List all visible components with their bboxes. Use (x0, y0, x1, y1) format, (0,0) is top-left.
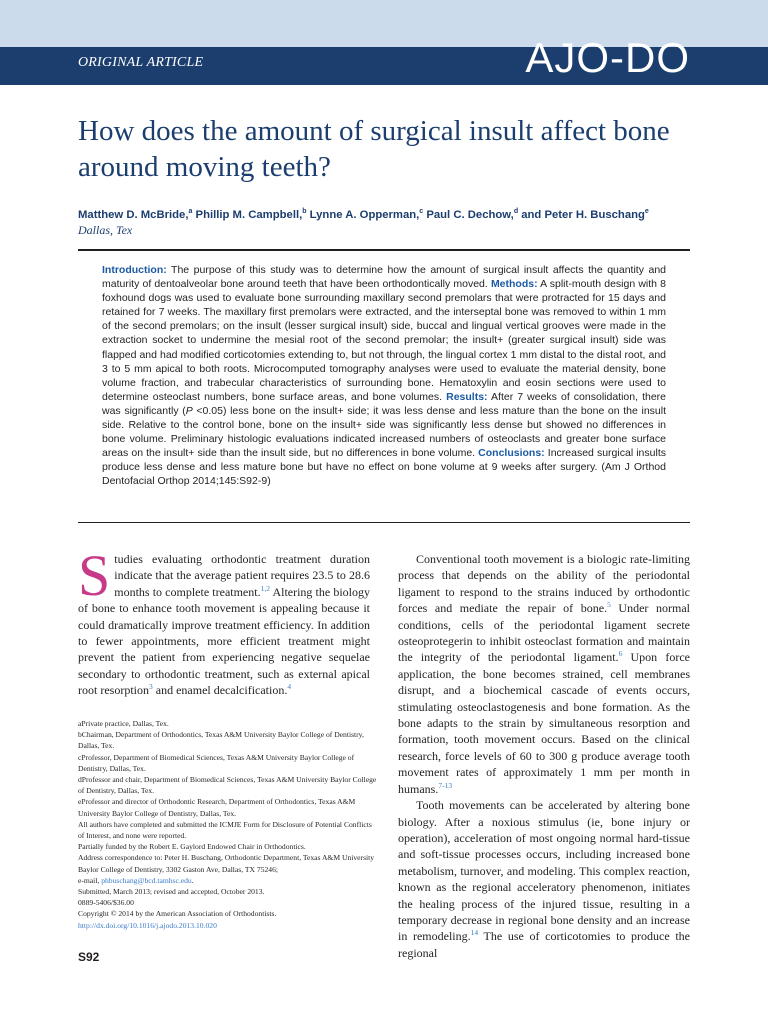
author-name: Paul C. Dechow, (423, 208, 514, 221)
citation-link[interactable]: 7-13 (438, 780, 453, 790)
paragraph-text: Conventional tooth movement is a biologic rate-limiting process that depends on the ability of the periodontal ligament to respond to the strains induced by orthodontic forces and mediate the repair of bone. (398, 552, 690, 616)
footnote: aPrivate practice, Dallas, Tex. (78, 719, 169, 728)
email-end: . (191, 875, 194, 885)
footnote: cProfessor, Department of Biomedical Sciences, Texas A&M University Baylor College of Dentistry, Dallas, Tex. (78, 752, 355, 773)
citation-link[interactable]: 4 (287, 682, 292, 692)
abstract-intro-label: Introduction: (102, 264, 167, 276)
citation-link[interactable]: 14 (470, 928, 479, 938)
email-link[interactable]: phbuschang@bcd.tamhsc.edu (101, 875, 192, 885)
citation-link[interactable]: 1,2 (260, 583, 270, 593)
drop-cap: S (78, 543, 111, 608)
body-column-right (398, 551, 690, 961)
abstract-results-label: Results: (446, 390, 488, 403)
paragraph-text: tudies evaluating orthodontic treatment duration indicate that the average patient requires 23.5 to 28.6 months to complete treatment. (114, 552, 370, 599)
footnote: Copyright © 2014 by the American Association of Orthodontists. (78, 909, 277, 919)
footnote: 0889-5406/$36.00 (78, 898, 134, 908)
abstract (102, 263, 666, 489)
paragraph-text: Altering the biology of bone to enhance tooth movement is appealing because it could dramatically improve treatment efficiency. In addition to fewer appointments, more efficient treatment might prevent the patient from experiencing negative sequelae secondary to orthodontic treatment, such as external apical root resorption (78, 584, 371, 698)
author-affiliation-mark: c (419, 208, 424, 215)
abstract-bottom-rule (78, 522, 690, 523)
paragraph (398, 797, 690, 961)
doi-link[interactable]: http://dx.doi.org/10.1016/j.ajodo.2013.10.020 (78, 920, 217, 930)
footnote: Submitted, March 2013; revised and accepted, October 2013. (78, 887, 265, 897)
abstract-intro-text: The purpose of this study was to determine how the amount of surgical insult affects the quantity and maturity of dentoalveolar bone around teeth that have been orthodontically moved. (102, 264, 666, 291)
footnote: Address correspondence to: Peter H. Buschang, Orthodontic Department, Texas A&M University Baylor College of Dentistry, 3302 Gaston Ave, Dallas, TX 75246; (78, 853, 375, 874)
abstract-results-text: <0.05) less bone on the insult+ side; it was less dense and less mature than the bone on the insult side. Relative to the control bone, bone on the insult+ side was significantly less dense but showed no differences in bone volume. Preliminary histologic evaluations indicated increased numbers of osteoclasts and greater bone surface areas on the insult+ side than the insult side, but no differences in bone volume. (102, 404, 667, 460)
paragraph-text: Upon force application, the bone becomes strained, cell membranes disrupt, and a biochemical cascade of events occurs, stimulating osteoclastogenesis and bone formation. As the bone adapts to the strain by simultaneous resorption and formation, tooth movement occurs. Based on the clinical research, force levels of 60 to 300 g produce average tooth movement rates of approximately 1 mm per month in humans. (398, 650, 690, 796)
abstract-results-text: After 7 weeks of consolidation, there was significantly ( (102, 390, 666, 417)
footnote: dProfessor and chair, Department of Biomedical Sciences, Texas A&M University Baylor College of Dentistry, Dallas, Tex. (78, 775, 377, 796)
citation-link[interactable]: 6 (618, 649, 623, 659)
author-list (78, 208, 698, 221)
author-affiliation-mark: e (644, 208, 649, 215)
abstract-conclusions-label: Conclusions: (478, 447, 545, 460)
citation-link[interactable]: 5 (607, 600, 611, 610)
paragraph (78, 543, 371, 699)
paragraph (398, 551, 690, 797)
author-location: Dallas, Tex (78, 223, 133, 237)
footnote: All authors have completed and submitted the ICMJE Form for Disclosure of Potential Conflicts of Interest, and none were reported. (78, 819, 372, 841)
abstract-methods-label: Methods: (490, 278, 538, 291)
paragraph-text: The use of corticotomies to produce the regional (398, 929, 690, 960)
email-label: e-mail, (78, 875, 102, 885)
abstract-p-value-symbol: P (185, 404, 193, 417)
footnote: Partially funded by the Robert E. Gaylord Endowed Chair in Orthodontics. (78, 842, 306, 852)
footnote-email (78, 875, 378, 886)
footnote: bChairman, Department of Orthodontics, Texas A&M University Baylor College of Dentistry, Dallas, Tex. (78, 730, 364, 751)
footnotes (78, 718, 378, 931)
citation-link[interactable]: 3 (149, 682, 153, 692)
article-title: How does the amount of surgical insult affect bone around moving teeth? (78, 115, 670, 183)
author-name: and Peter H. Buschang (518, 208, 645, 221)
abstract-top-rule (78, 249, 690, 251)
author-affiliation-mark: a (188, 208, 193, 215)
author-name: Lynne A. Opperman, (306, 208, 420, 221)
paragraph-text: Under normal conditions, cells of the periodontal ligament secrete osteoprotegerin to inhibit osteoclast formation and maintain the integrity of the periodontal ligament. (398, 601, 690, 665)
journal-logo: AJO-DO (525, 34, 690, 81)
author-affiliation-mark: d (513, 208, 519, 215)
abstract-conclusions-text: Increased surgical insults produce less dense and less mature bone but have no effect on bone volume at 9 weeks after surgery. (Am J Orthod Dentofacial Orthop 2014;145:S92-9) (102, 447, 666, 488)
author-affiliation-mark: b (302, 208, 307, 215)
footnote: eProfessor and director of Orthodontic Research, Department of Orthodontics, Texas A&M University Baylor College of Dentistry, Dallas, Tex. (78, 797, 356, 818)
section-label: ORIGINAL ARTICLE (78, 55, 204, 70)
paragraph-text: and enamel decalcification. (152, 683, 288, 698)
header-bar (0, 34, 768, 85)
body-column-left (78, 543, 371, 699)
abstract-methods-text: A split-mouth design with 8 foxhound dogs was used to evaluate bone surrounding maxillary second premolars that were protracted for 15 days and retained for 7 weeks. The maxillary first premolars were extracted, and the interseptal bone was removed to within 1 mm of the second premolars; on the insult (lesser surgical insult) side, buccal and lingual vertical grooves were made in the extraction socket to undermine the mesial root of the second premolar; the insult+ (greater surgical insult) side was flapped and had modified corticotomies extending to, but not through, the lingual cortex 1 mm distal to the distal root, and 3 to 5 mm apical to both roots. Microcomputed tomography analyses were used to evaluate the material density, bone volume fraction, and trabecular characteristics of surrounding bone. Hematoxylin and eosin sections were used to determine osteoclast numbers, bone surface areas, and bone volumes. (102, 278, 666, 403)
author-name: Phillip M. Campbell, (192, 208, 303, 221)
author-name: Matthew D. McBride, (78, 208, 189, 221)
page-number: S92 (78, 950, 100, 964)
paragraph-text: Tooth movements can be accelerated by altering bone biology. After a noxious stimulus (ie, bone injury or operation), acceleration of most ongoing normal hard-tissue and soft-tissue processes occurs, including increased bone metabolism, turnover, and modeling. This complex reaction, known as the regional acceleratory phenomenon, initiates the healing process of the injured tissue, resulting in a temporary decrease in regional bone density and an increase in remodeling. (398, 798, 690, 944)
